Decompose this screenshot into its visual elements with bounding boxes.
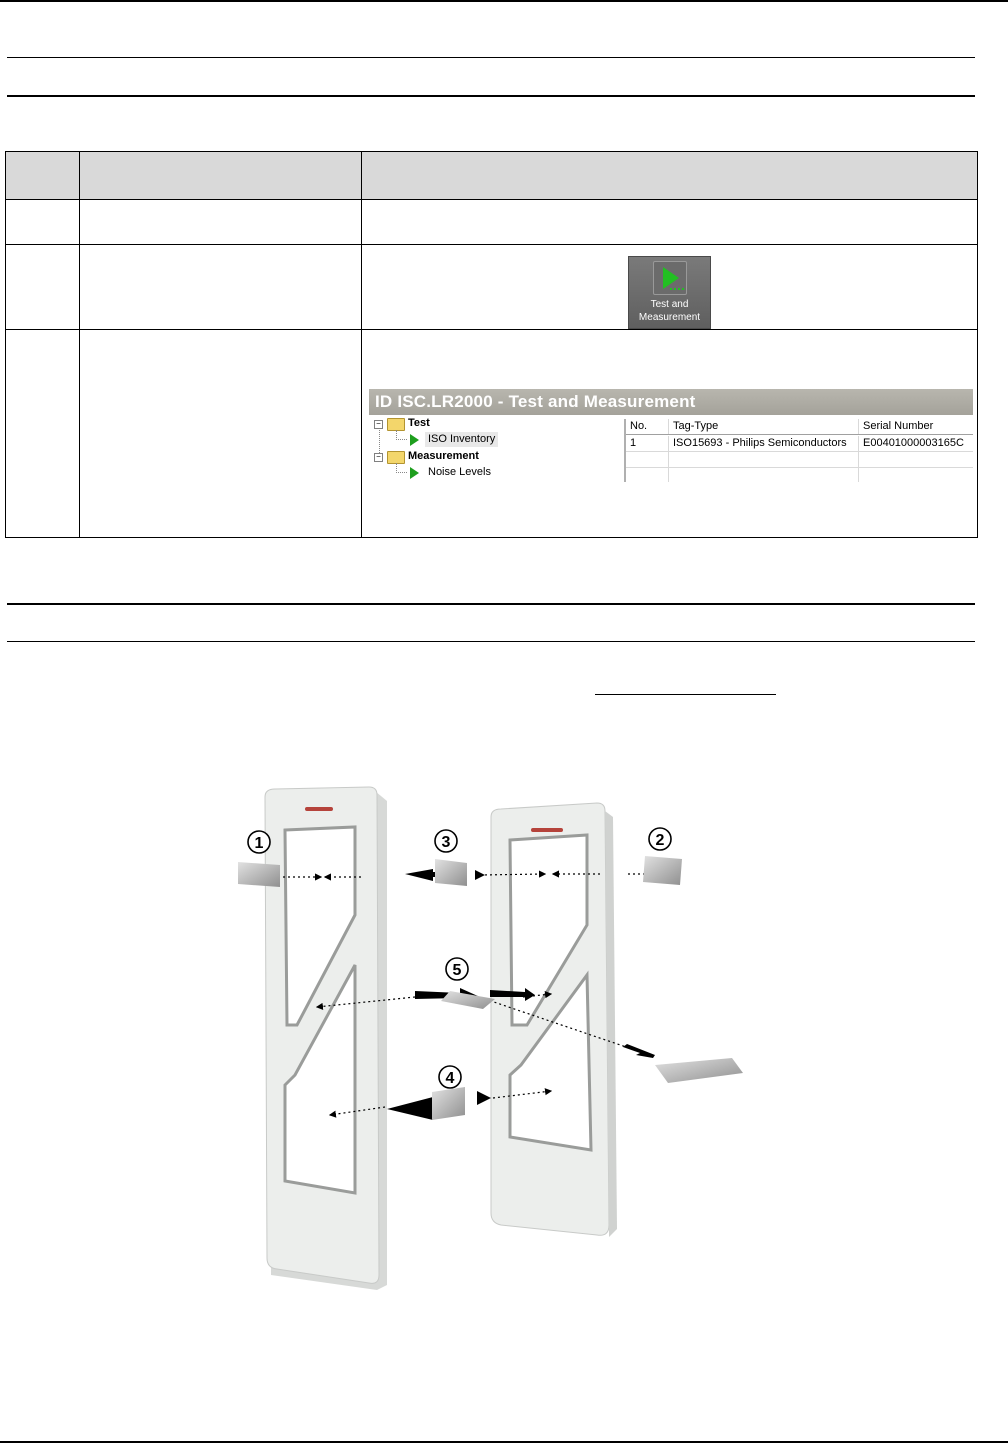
- section-rule-thin: [7, 641, 975, 642]
- rfid-tag-icon: [435, 859, 467, 886]
- rfid-tag-icon: [655, 1058, 743, 1083]
- table-row: [6, 245, 978, 330]
- collapse-icon[interactable]: −: [374, 453, 383, 462]
- top-rule: [0, 0, 1008, 2]
- tree-connector: [396, 430, 407, 440]
- table-header-row: [6, 152, 978, 200]
- grid-cell: [859, 452, 973, 467]
- table-cell-button: [362, 245, 978, 330]
- svg-text:3: 3: [441, 834, 451, 851]
- app-window-title: ID ISC.LR2000 - Test and Measurement: [369, 389, 973, 415]
- marker-2: [649, 828, 671, 850]
- status-led: [305, 807, 333, 811]
- table-cell-screenshot: [362, 330, 978, 538]
- app-window-screenshot: [369, 389, 973, 482]
- tree-item-noise-levels[interactable]: [425, 465, 494, 480]
- table-cell: [80, 200, 362, 245]
- tree-item-test[interactable]: [408, 416, 430, 431]
- right-antenna: [491, 803, 617, 1237]
- tree-item-measurement[interactable]: [408, 449, 479, 464]
- results-grid: [624, 419, 973, 482]
- header-cell-description: [362, 152, 978, 200]
- play-icon: [653, 261, 687, 295]
- button-label-line2: Measurement: [638, 312, 701, 323]
- test-and-measurement-button[interactable]: [628, 256, 711, 329]
- grid-cell-no: 1: [626, 436, 669, 451]
- grid-cell: [669, 467, 859, 482]
- tree-item-label: ISO Inventory: [428, 433, 496, 445]
- tree-item-iso-inventory[interactable]: [425, 432, 498, 447]
- grid-cell-tag-type: ISO15693 - Philips Semiconductors: [669, 436, 859, 451]
- table-cell: [6, 330, 80, 538]
- svg-text:1: 1: [254, 835, 264, 852]
- table-cell: [6, 200, 80, 245]
- marker-1: [248, 831, 270, 853]
- antenna-gate-figure: [235, 785, 775, 1295]
- section-rule-thin: [7, 57, 975, 58]
- header-cell-action: [80, 152, 362, 200]
- svg-text:2: 2: [655, 832, 665, 849]
- footer-rule: [0, 1441, 1008, 1443]
- hyperlink-underline[interactable]: [595, 694, 776, 695]
- button-label-line1: Test and: [650, 299, 689, 310]
- grid-cell: [626, 452, 669, 467]
- table-cell: [6, 245, 80, 330]
- left-antenna: [265, 787, 387, 1290]
- collapse-icon[interactable]: −: [374, 420, 383, 429]
- rfid-tag-icon: [432, 1087, 465, 1120]
- tree-connector: [396, 463, 407, 473]
- rfid-tag-icon: [238, 862, 280, 887]
- grid-header-row: [626, 419, 973, 435]
- table-row: [626, 467, 973, 482]
- marker-5: [446, 958, 468, 980]
- rfid-tag-icon: [643, 856, 682, 885]
- status-led: [531, 828, 563, 832]
- grid-cell: [626, 467, 669, 482]
- column-header-tag-type[interactable]: Tag-Type: [669, 419, 859, 434]
- svg-text:4: 4: [445, 1070, 455, 1087]
- column-header-no[interactable]: No.: [626, 419, 669, 434]
- table-row: [6, 200, 978, 245]
- play-icon: [409, 433, 421, 447]
- play-icon: [409, 466, 421, 480]
- grid-cell: [859, 467, 973, 482]
- svg-text:5: 5: [452, 962, 462, 979]
- function-tree: [369, 416, 619, 482]
- section-rule-thick: [7, 95, 975, 97]
- header-cell-step: [6, 152, 80, 200]
- table-cell: [80, 330, 362, 538]
- table-row: [626, 452, 973, 468]
- table-row[interactable]: [626, 436, 973, 452]
- table-cell: [362, 200, 978, 245]
- marker-4: [439, 1066, 461, 1088]
- section-rule-thick: [7, 603, 975, 605]
- marker-3: [435, 830, 457, 852]
- column-header-serial-number[interactable]: Serial Number: [859, 419, 973, 434]
- grid-cell-serial-number: E00401000003165C: [859, 436, 973, 451]
- tree-item-label: Test: [408, 417, 430, 429]
- tree-item-label: Measurement: [408, 450, 479, 462]
- grid-cell: [669, 452, 859, 467]
- tree-item-label: Noise Levels: [428, 466, 491, 478]
- steps-table: [5, 151, 978, 538]
- table-cell: [80, 245, 362, 330]
- table-row: [6, 330, 978, 538]
